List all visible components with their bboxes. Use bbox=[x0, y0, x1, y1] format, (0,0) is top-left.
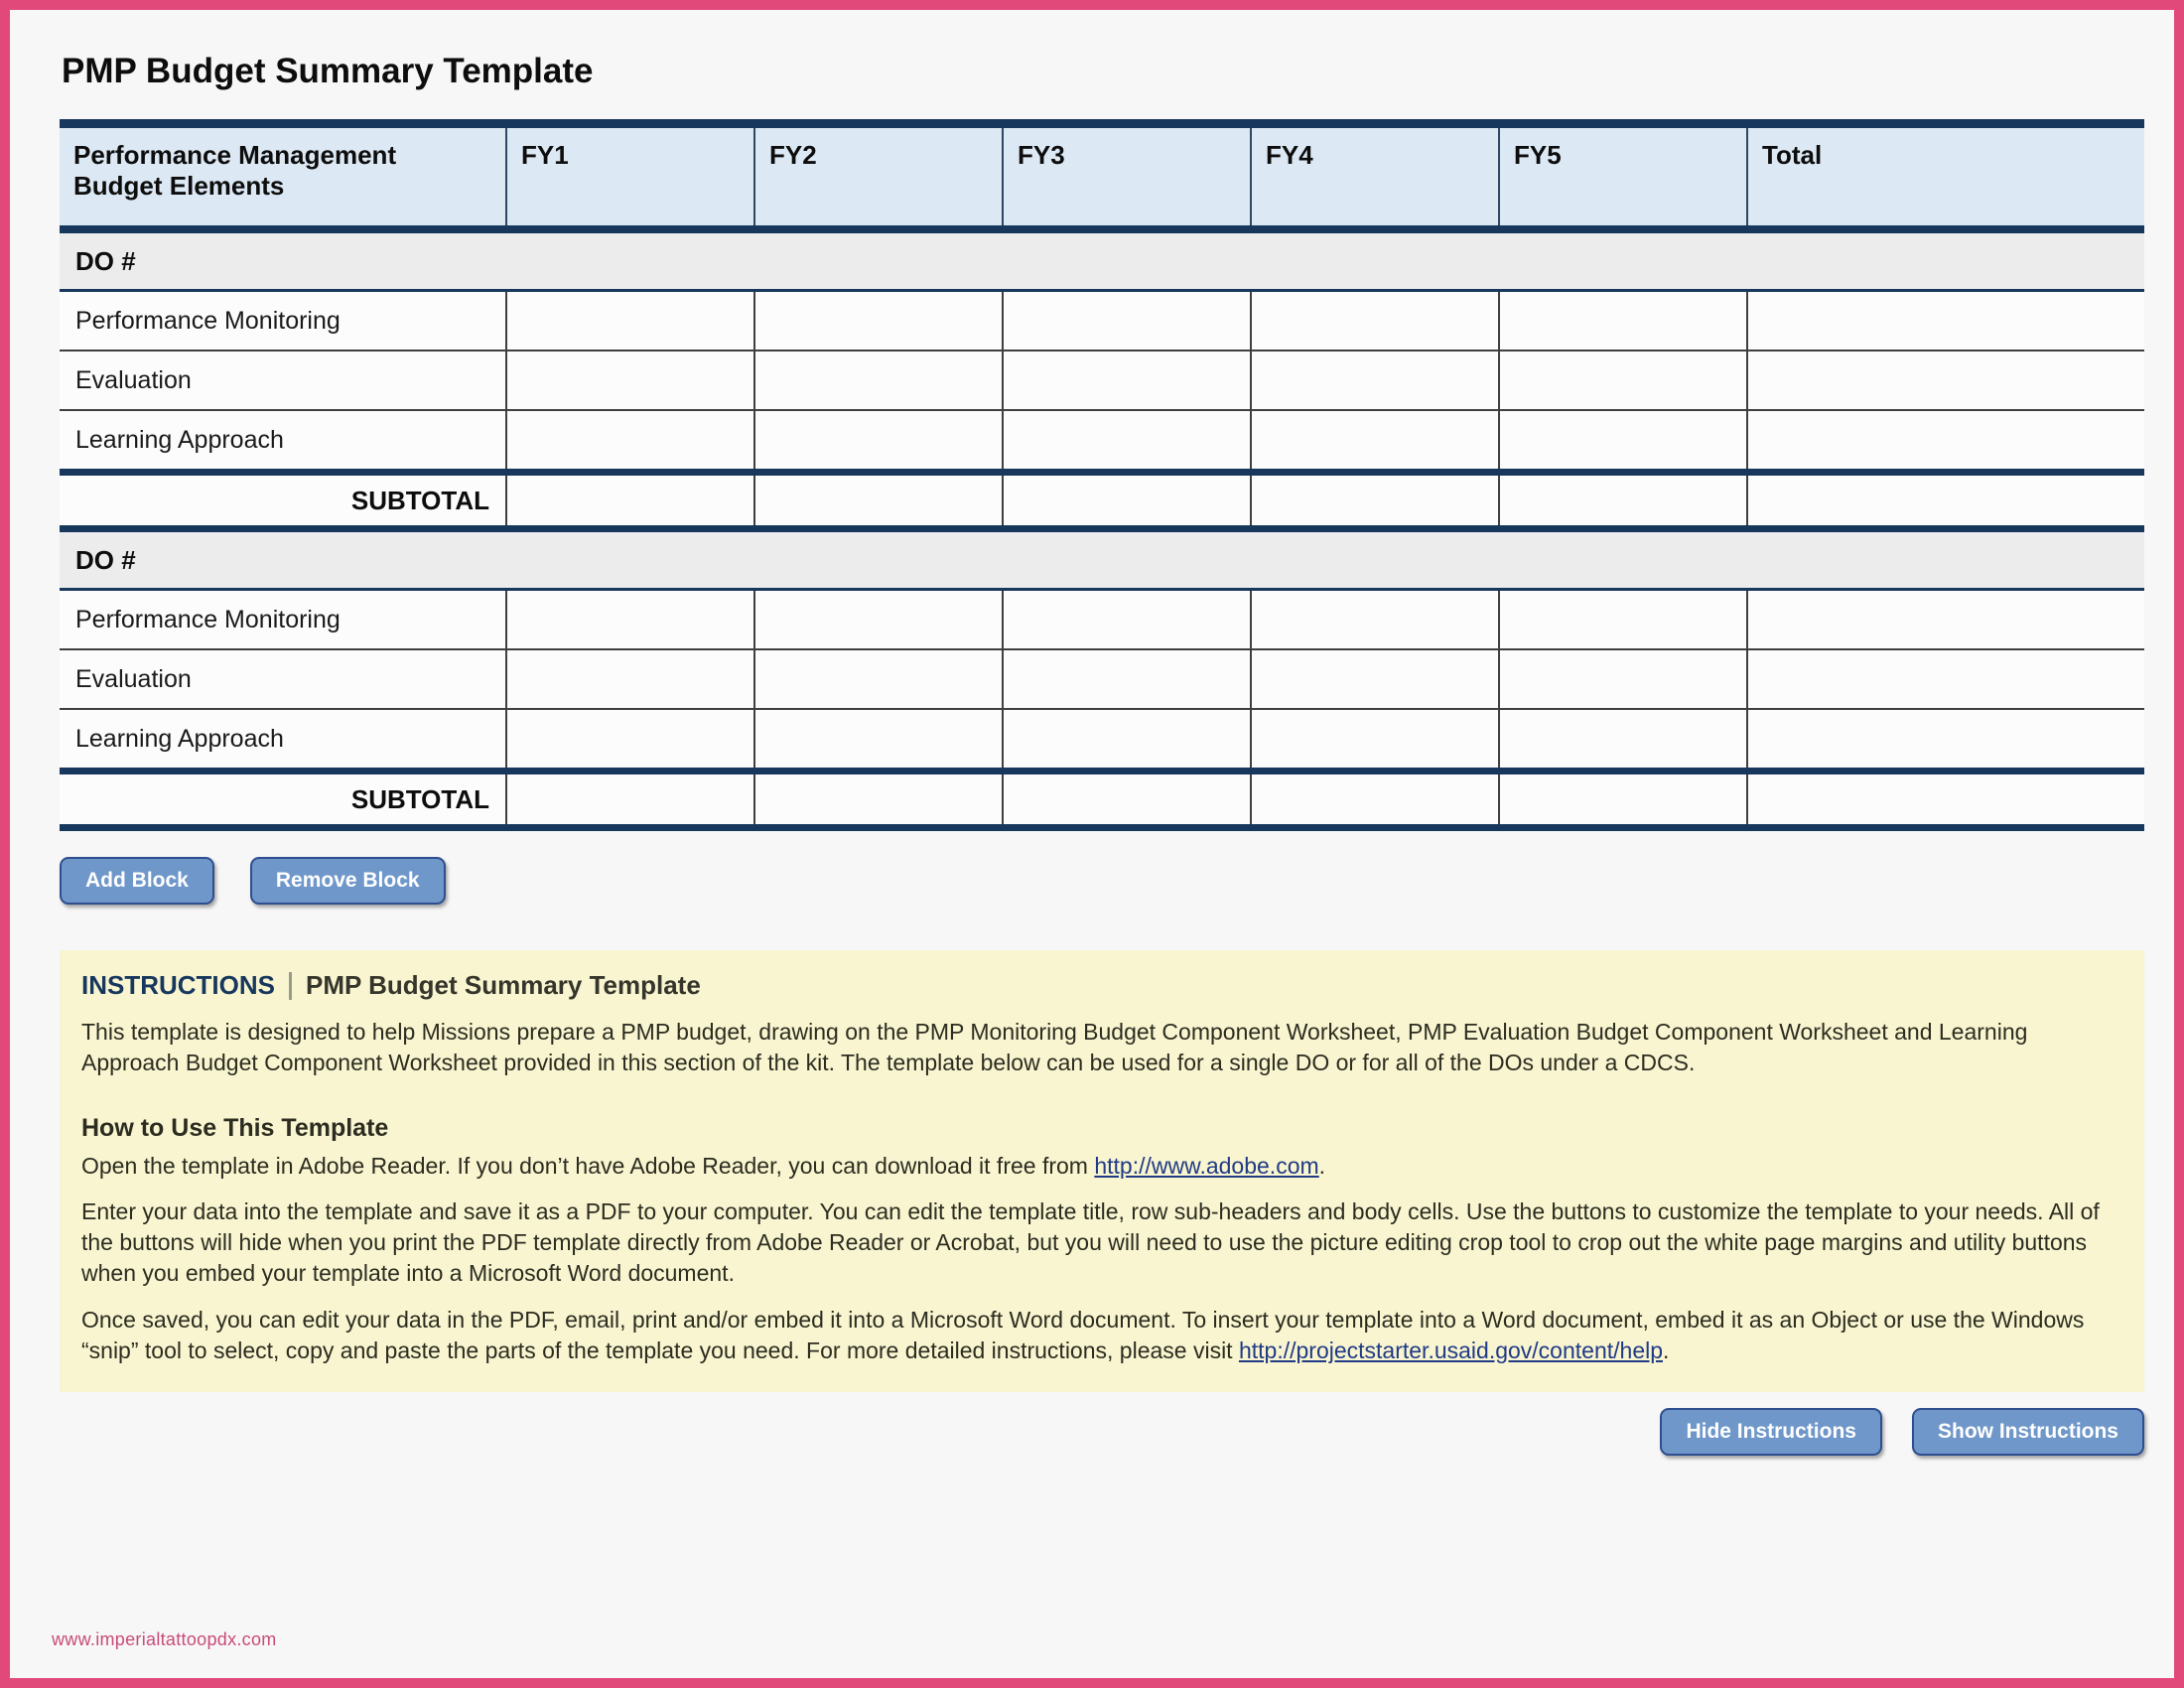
remove-block-button[interactable]: Remove Block bbox=[250, 857, 446, 905]
budget-cell[interactable] bbox=[506, 291, 754, 352]
budget-table bbox=[60, 119, 2144, 831]
paragraph-text: Once saved, you can edit your data in the PDF, email, print and/or embed it into a Microsoft Word document. To insert your template into a Word document, embed it as an Object or use the Windows “snip” tool to select, copy and paste the parts of the template you need. For more detailed instructions, please visit bbox=[81, 1306, 2085, 1363]
budget-row-learning-approach bbox=[60, 709, 2144, 772]
paragraph-text: . bbox=[1663, 1336, 1670, 1363]
subtotal-cell[interactable] bbox=[1499, 772, 1747, 828]
budget-cell[interactable] bbox=[506, 709, 754, 772]
instructions-panel bbox=[60, 950, 2144, 1392]
budget-cell[interactable] bbox=[1003, 590, 1251, 650]
budget-cell[interactable] bbox=[754, 351, 1003, 410]
instructions-buttons bbox=[60, 1408, 2144, 1456]
budget-cell[interactable] bbox=[1747, 291, 2144, 352]
budget-cell[interactable] bbox=[1003, 351, 1251, 410]
budget-cell[interactable] bbox=[1747, 649, 2144, 709]
budget-cell[interactable] bbox=[1747, 410, 2144, 473]
adobe-link[interactable]: http://www.adobe.com bbox=[1094, 1152, 1319, 1179]
column-header-fy5: FY5 bbox=[1499, 124, 1747, 230]
budget-cell[interactable] bbox=[1003, 709, 1251, 772]
column-header-fy3: FY3 bbox=[1003, 124, 1251, 230]
column-header-elements: Performance Management Budget Elements bbox=[60, 124, 506, 230]
do-section-row bbox=[60, 229, 2144, 291]
budget-cell[interactable] bbox=[1003, 410, 1251, 473]
instructions-heading bbox=[81, 970, 2122, 1001]
do-section-label[interactable]: DO # bbox=[60, 229, 2144, 291]
show-instructions-button[interactable]: Show Instructions bbox=[1912, 1408, 2144, 1456]
subtotal-cell[interactable] bbox=[1747, 772, 2144, 828]
budget-cell[interactable] bbox=[1251, 709, 1499, 772]
watermark: www.imperialtattoopdx.com bbox=[52, 1629, 277, 1649]
instructions-label: INSTRUCTIONS bbox=[81, 970, 275, 1000]
row-label: Performance Monitoring bbox=[60, 590, 506, 650]
heading-divider bbox=[289, 972, 292, 1000]
instructions-paragraph-enter-data: Enter your data into the template and save it as a PDF to your computer. You can edit the template title, row sub-headers and body cells. Use the buttons to customize the template to your needs. All of the buttons will hide when you print the PDF template directly from Adobe Reader or Acrobat, but you will need to use the picture editing crop tool to crop out the white page margins and utility buttons when you embed your template into a Microsoft Word document. bbox=[81, 1198, 2100, 1287]
budget-row-evaluation bbox=[60, 351, 2144, 410]
row-label: Evaluation bbox=[60, 649, 506, 709]
budget-cell[interactable] bbox=[1251, 351, 1499, 410]
column-header-fy2: FY2 bbox=[754, 124, 1003, 230]
subtotal-cell[interactable] bbox=[754, 473, 1003, 529]
subtotal-row bbox=[60, 473, 2144, 529]
subtotal-cell[interactable] bbox=[1251, 473, 1499, 529]
subtotal-label: SUBTOTAL bbox=[60, 772, 506, 828]
page-title: PMP Budget Summary Template bbox=[62, 52, 594, 90]
subtotal-row bbox=[60, 772, 2144, 828]
subtotal-cell[interactable] bbox=[1499, 473, 1747, 529]
budget-row-learning-approach bbox=[60, 410, 2144, 473]
hide-instructions-button[interactable]: Hide Instructions bbox=[1660, 1408, 1882, 1456]
subtotal-label: SUBTOTAL bbox=[60, 473, 506, 529]
budget-cell[interactable] bbox=[506, 590, 754, 650]
column-header-fy1: FY1 bbox=[506, 124, 754, 230]
do-section-row bbox=[60, 529, 2144, 590]
budget-cell[interactable] bbox=[506, 351, 754, 410]
budget-cell[interactable] bbox=[506, 410, 754, 473]
budget-cell[interactable] bbox=[1747, 709, 2144, 772]
budget-cell[interactable] bbox=[1747, 590, 2144, 650]
budget-cell[interactable] bbox=[754, 649, 1003, 709]
budget-row-performance-monitoring bbox=[60, 590, 2144, 650]
budget-cell[interactable] bbox=[754, 291, 1003, 352]
subtotal-cell[interactable] bbox=[1747, 473, 2144, 529]
instructions-paragraph-once-saved bbox=[81, 1305, 2122, 1366]
how-to-title: How to Use This Template bbox=[81, 1113, 389, 1142]
budget-cell[interactable] bbox=[754, 410, 1003, 473]
budget-cell[interactable] bbox=[1499, 709, 1747, 772]
column-header-fy4: FY4 bbox=[1251, 124, 1499, 230]
row-label: Learning Approach bbox=[60, 709, 506, 772]
row-label: Learning Approach bbox=[60, 410, 506, 473]
subtotal-cell[interactable] bbox=[1251, 772, 1499, 828]
budget-cell[interactable] bbox=[506, 649, 754, 709]
paragraph-text: . bbox=[1318, 1152, 1326, 1179]
budget-cell[interactable] bbox=[1499, 590, 1747, 650]
table-buttons bbox=[60, 857, 2174, 905]
instructions-intro: This template is designed to help Missions prepare a PMP budget, drawing on the PMP Monitoring Budget Component Worksheet, PMP Evaluation Budget Component Worksheet and Learning Approach Budget Component Worksheet provided in this section of the kit. The template below can be used for a single DO or for all of the DOs under a CDCS. bbox=[81, 1019, 2028, 1075]
add-block-button[interactable]: Add Block bbox=[60, 857, 214, 905]
budget-cell[interactable] bbox=[1251, 291, 1499, 352]
instructions-title: PMP Budget Summary Template bbox=[306, 970, 701, 1000]
budget-cell[interactable] bbox=[1499, 291, 1747, 352]
budget-cell[interactable] bbox=[1003, 291, 1251, 352]
row-label: Performance Monitoring bbox=[60, 291, 506, 352]
budget-row-performance-monitoring bbox=[60, 291, 2144, 352]
budget-cell[interactable] bbox=[1499, 410, 1747, 473]
budget-cell[interactable] bbox=[1003, 649, 1251, 709]
subtotal-cell[interactable] bbox=[506, 473, 754, 529]
budget-cell[interactable] bbox=[1747, 351, 2144, 410]
budget-row-evaluation bbox=[60, 649, 2144, 709]
help-link[interactable]: http://projectstarter.usaid.gov/content/help bbox=[1238, 1336, 1664, 1363]
subtotal-cell[interactable] bbox=[1003, 772, 1251, 828]
budget-cell[interactable] bbox=[1499, 649, 1747, 709]
subtotal-cell[interactable] bbox=[506, 772, 754, 828]
instructions-paragraph-open bbox=[81, 1151, 2122, 1182]
budget-cell[interactable] bbox=[754, 590, 1003, 650]
column-header-total: Total bbox=[1747, 124, 2144, 230]
budget-cell[interactable] bbox=[754, 709, 1003, 772]
budget-cell[interactable] bbox=[1251, 590, 1499, 650]
row-label: Evaluation bbox=[60, 351, 506, 410]
subtotal-cell[interactable] bbox=[754, 772, 1003, 828]
budget-cell[interactable] bbox=[1251, 649, 1499, 709]
table-header-row bbox=[60, 124, 2144, 230]
budget-cell[interactable] bbox=[1499, 351, 1747, 410]
do-section-label[interactable]: DO # bbox=[60, 529, 2144, 590]
subtotal-cell[interactable] bbox=[1003, 473, 1251, 529]
budget-cell[interactable] bbox=[1251, 410, 1499, 473]
paragraph-text: Open the template in Adobe Reader. If you don’t have Adobe Reader, you can download it free from bbox=[81, 1152, 1095, 1179]
